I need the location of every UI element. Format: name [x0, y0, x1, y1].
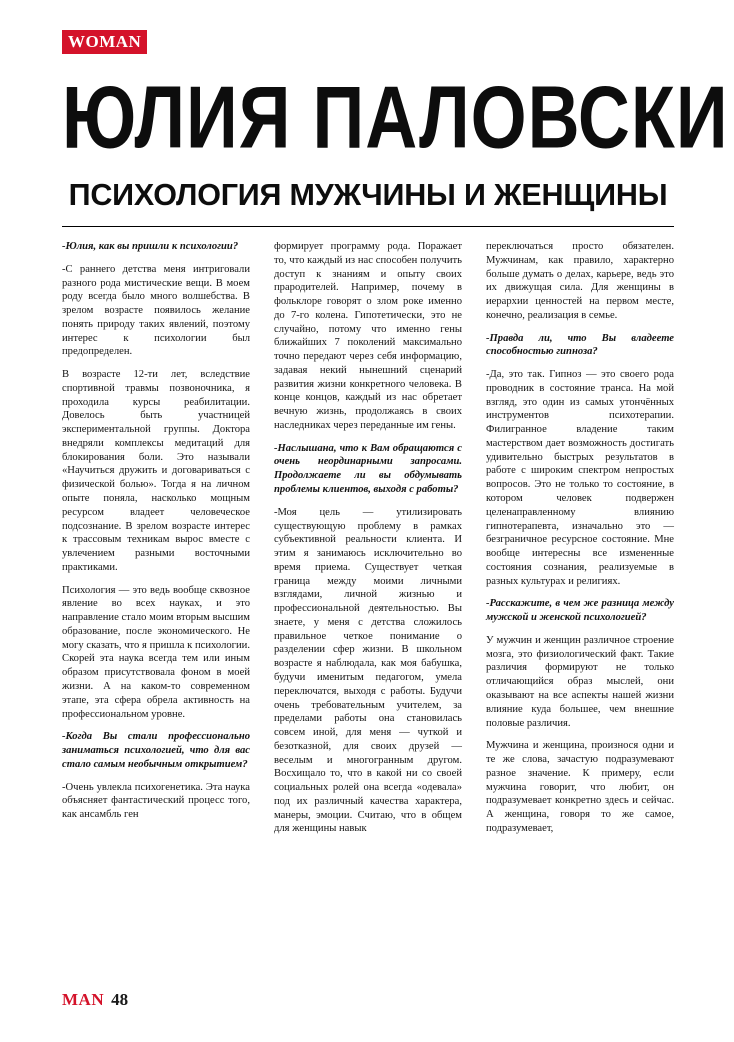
page-footer: [62, 990, 128, 1010]
footer-brand: MAN: [62, 990, 105, 1009]
interview-answer: Мужчина и женщина, произнося одни и те же слова, зачастую подразумевают разное значение. К примеру, если мужчина говорит, что любит, он подразумевает конкретно здесь и сейчас. А женщина, говоря то же самое, подразумевает,: [486, 740, 674, 834]
article-column-2: [274, 240, 462, 975]
interview-answer: -Очень увлекла психогенетика. Эта наука объясняет фантастический процесс того, как ансамбль ген: [62, 781, 250, 821]
header-divider: [62, 226, 674, 227]
article-column-1: [62, 240, 250, 975]
interview-answer: формирует программу рода. Поражает то, что каждый из нас способен получить доступ к знаниям и опыту своих прародителей. Например, почему в фольклоре говорят о злом роке именно до 7-го колена. Гипотетически, это не случайно, потому что именно гены ближайших 7 поколений максимально точно передают через себя информацию, задавая некий нынешний сценарий развития жизни конкретного человека. В конце концов, каждый из нас обретает вечную жизнь, продолжаясь в своих наследниках через переданные им гены.: [274, 241, 462, 431]
article-columns: [62, 240, 674, 975]
interview-answer: В возрасте 12-ти лет, вследствие спортивной травмы позвоночника, я проходила курсы реабилитации. Довелось быть участницей экспериментальной группы. Доктора внедряли комплексы медитаций для блокирования боли. Это называли «Научиться дружить и договариваться с физической болью». Тогда я на личном опыте поняла, насколько мощным ресурсом владеет человеческое подсознание. В зрелом возрасте интерес к трассовым техникам вырос вместе с увлечением разными восточными практиками.: [62, 369, 250, 573]
page-subtitle: ПСИХОЛОГИЯ МУЖЧИНЫ И ЖЕНЩИНЫ: [68, 178, 668, 213]
interview-answer: -С раннего детства меня интриговали разного рода мистические вещи. В моем роду всегда было много волшебства. В зрелом возрасте появилось желание понять природу таких явлений, поэтому интерес к психологии был предопределен.: [62, 263, 250, 358]
page-number: 48: [111, 990, 129, 1009]
interview-question: -Расскажите, в чем же разница между мужской и женской психологией?: [486, 598, 674, 624]
interview-question: -Правда ли, что Вы владеете способностью гипноза?: [486, 332, 674, 358]
interview-answer: У мужчин и женщин различное строение мозга, это физиологический факт. Такие различия формируют не только отличающийся образ мыслей, они оказывают на все аспекты нашей жизни влияние куда большее, чем внешние половые различия.: [486, 634, 674, 729]
interview-question: -Наслышана, что к Вам обращаются с очень неординарными запросами. Продолжаете ли вы обдумывать проблемы клиентов, выходя с работы?: [274, 442, 462, 496]
interview-answer: -Да, это так. Гипноз — это своего рода проводник в состояние транса. На мой взгляд, это один из самых утончённых инструментов психотерапии. Филигранное владение таким мастерством дает возможность достигать удивительно быстрых результатов в работе с широким спектром непростых вопросов. Это не только то состояние, в котором человек подвержен целенаправленному влиянию гипнотерапевта, изначально это — безграничное ресурсное состояние. Мне вообще интересны все измененные состояния сознания, реализуемые в разных культурах и религиях.: [486, 369, 674, 587]
interview-answer: переключаться просто обязателен. Мужчинам, как правило, характерно больше думать о делах, карьере, ведь это их движущая сила. Для женщины в иерархии ценностей на первом месте, конечно, реализация в семье.: [486, 241, 674, 321]
interview-question: -Когда Вы стали профессионально заниматься психологией, что для вас стало самым необычным открытием?: [62, 731, 250, 770]
masthead-tag: WOMAN: [62, 30, 147, 54]
title-block: [62, 69, 729, 213]
interview-answer: Психология — это ведь вообще сквозное явление во всех науках, и это направление стало моим вторым высшим образование, после экономического. Не могу сказать, что я пришла к психологии. Скорей эта наука всегда тем или иным образом присутствовала фоном в моей жизни. А на каком-то современном этапе, эта сфера обрела активность на профессиональном уровне.: [62, 584, 250, 720]
page-title: ЮЛИЯ ПАЛОВСКИ: [62, 69, 729, 168]
interview-answer: -Моя цель — утилизировать существующую проблему в рамках субъективной реальности клиента. И этим я занимаюсь исключительно во время приема. Существует четкая граница между моими личными взглядами, личной жизнью и профессиональной деятельностью. Вы знаете, у меня с детства сложилось правильное четкое понимание о разделении сфер жизни. В школьном возрасте я наблюдала, как моя бабушка, будучи именитым педагогом, умела переключатся, выходя с работы. Будучи очень требовательным учителем, за пределами работы она становилась совсем иной, для меня — чуткой и безотказной, для своих друзей — веселым и многогранным другом. Восхищало то, что в какой ни со своей социальных ролей она всегда «одевала» под их различный качества характера, манеры, эмоции. Считаю, что в общем для женщины навык: [274, 506, 462, 835]
interview-question: -Юлия, как вы пришли к психологии?: [62, 241, 239, 252]
article-column-3: [486, 240, 674, 975]
